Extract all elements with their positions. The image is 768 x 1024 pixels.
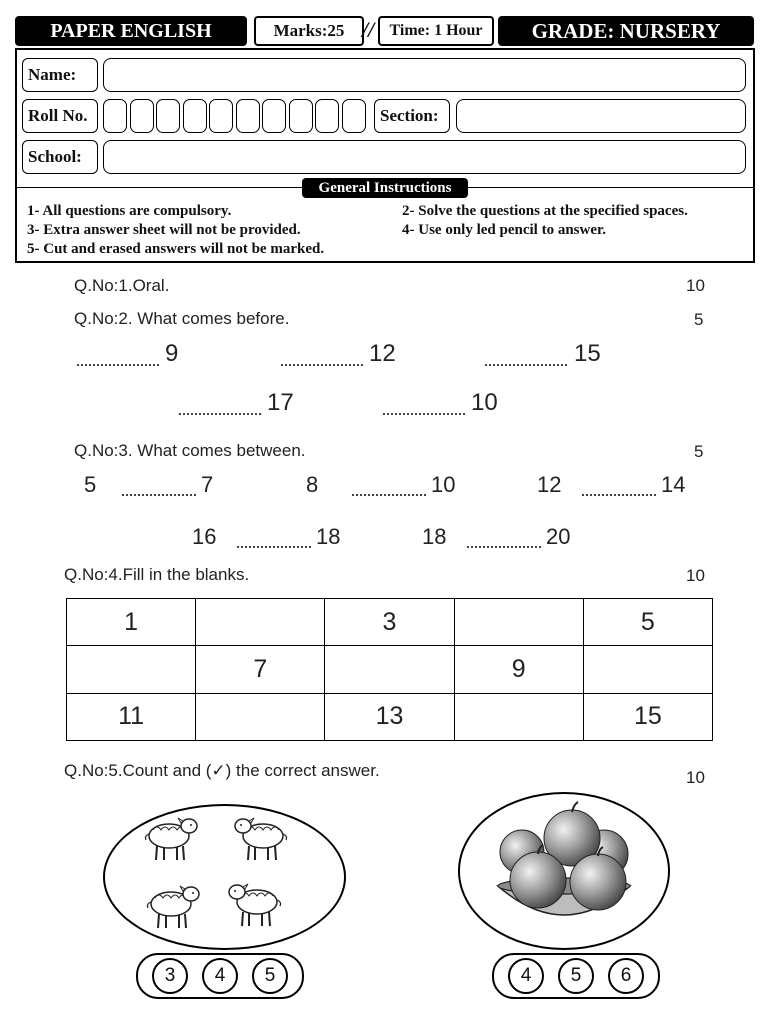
grid-blank-cell[interactable] xyxy=(454,693,583,740)
number-grid xyxy=(66,598,713,741)
grid-cell: 7 xyxy=(196,646,325,693)
before-number: 17 xyxy=(267,389,294,416)
answer-blank[interactable] xyxy=(467,546,541,548)
answer-blank[interactable] xyxy=(281,364,363,366)
before-number: 10 xyxy=(471,389,498,416)
question-1-title: Q.No:1.Oral. xyxy=(74,276,170,295)
before-number: 9 xyxy=(165,340,179,367)
question-1-marks: 10 xyxy=(686,276,705,295)
answer-option[interactable]: 6 xyxy=(608,958,644,994)
roll-cell[interactable] xyxy=(289,99,313,133)
between-end: 10 xyxy=(431,472,456,497)
name-field[interactable] xyxy=(103,58,746,92)
apple-icon xyxy=(570,854,626,910)
sheep-options xyxy=(136,953,304,999)
between-start: 12 xyxy=(537,472,562,497)
instructions-title: General Instructions xyxy=(302,178,468,198)
roll-cell[interactable] xyxy=(262,99,286,133)
roll-cell[interactable] xyxy=(209,99,233,133)
roll-cell[interactable] xyxy=(130,99,154,133)
check-mark-icon: ✓ xyxy=(211,761,226,780)
answer-blank[interactable] xyxy=(122,494,196,496)
between-start: 16 xyxy=(192,524,217,549)
school-field[interactable] xyxy=(103,140,746,174)
apple-options xyxy=(492,953,660,999)
grade-title: GRADE: NURSERY xyxy=(498,16,754,46)
instruction-item: 4- Use only led pencil to answer. xyxy=(402,222,607,238)
roll-cell[interactable] xyxy=(183,99,207,133)
roll-cell[interactable] xyxy=(156,99,180,133)
sheep-icon xyxy=(147,886,199,928)
question-2-marks: 5 xyxy=(694,310,704,329)
marks-label: Marks:25 xyxy=(254,16,364,46)
grid-cell: 1 xyxy=(67,599,196,646)
section-field[interactable] xyxy=(456,99,746,133)
grid-blank-cell[interactable] xyxy=(454,599,583,646)
separator-slashes: // xyxy=(362,17,375,42)
between-start: 18 xyxy=(422,524,447,549)
sheep-icon xyxy=(235,818,287,860)
before-number: 12 xyxy=(369,340,396,367)
between-end: 7 xyxy=(201,472,214,497)
sheep-icon xyxy=(229,884,281,926)
apple-icon xyxy=(510,852,566,908)
answer-option[interactable]: 5 xyxy=(558,958,594,994)
answer-blank[interactable] xyxy=(352,494,426,496)
roll-cell[interactable] xyxy=(236,99,260,133)
grid-blank-cell[interactable] xyxy=(583,646,712,693)
roll-number-cells xyxy=(103,99,366,133)
question-5-marks: 10 xyxy=(686,768,705,787)
answer-option[interactable]: 4 xyxy=(202,958,238,994)
between-start: 8 xyxy=(306,472,319,497)
grid-cell: 11 xyxy=(67,693,196,740)
roll-cell[interactable] xyxy=(315,99,339,133)
roll-label: Roll No. xyxy=(22,99,98,133)
school-label: School: xyxy=(22,140,98,174)
question-3-marks: 5 xyxy=(694,442,704,461)
instruction-item: 3- Extra answer sheet will not be provided. xyxy=(27,222,301,238)
answer-blank[interactable] xyxy=(582,494,656,496)
instruction-item: 1- All questions are compulsory. xyxy=(27,203,232,219)
grid-blank-cell[interactable] xyxy=(196,599,325,646)
answer-blank[interactable] xyxy=(77,364,159,366)
grid-cell: 15 xyxy=(583,693,712,740)
answer-blank[interactable] xyxy=(237,546,311,548)
roll-cell[interactable] xyxy=(103,99,127,133)
name-label: Name: xyxy=(22,58,98,92)
grid-cell: 5 xyxy=(583,599,712,646)
question-5-title: Q.No:5.Count and (✓) the correct answer. xyxy=(64,761,380,780)
between-start: 5 xyxy=(84,472,97,497)
question-4-title: Q.No:4.Fill in the blanks. xyxy=(64,565,250,584)
grid-cell: 9 xyxy=(454,646,583,693)
grid-blank-cell[interactable] xyxy=(325,646,454,693)
answer-option[interactable]: 5 xyxy=(252,958,288,994)
apple-plate xyxy=(458,792,670,950)
grid-cell: 3 xyxy=(325,599,454,646)
paper-title: PAPER ENGLISH xyxy=(15,16,247,46)
roll-cell[interactable] xyxy=(342,99,366,133)
section-label: Section: xyxy=(374,99,450,133)
between-end: 20 xyxy=(546,524,571,549)
sheep-illustration xyxy=(105,806,344,948)
instruction-item: 2- Solve the questions at the specified spaces. xyxy=(402,203,688,219)
grid-cell: 13 xyxy=(325,693,454,740)
question-3-title: Q.No:3. What comes between. xyxy=(74,441,306,460)
between-end: 18 xyxy=(316,524,341,549)
answer-blank[interactable] xyxy=(383,413,465,415)
question-2-title: Q.No:2. What comes before. xyxy=(74,309,290,328)
between-end: 14 xyxy=(661,472,686,497)
instruction-item: 5- Cut and erased answers will not be marked. xyxy=(27,241,325,257)
time-label: Time: 1 Hour xyxy=(378,16,494,46)
sheep-icon xyxy=(145,818,197,860)
answer-blank[interactable] xyxy=(485,364,567,366)
answer-blank[interactable] xyxy=(179,413,261,415)
question-4-marks: 10 xyxy=(686,566,705,585)
sheep-plate xyxy=(103,804,346,950)
answer-option[interactable]: 3 xyxy=(152,958,188,994)
before-number: 15 xyxy=(574,340,601,367)
grid-blank-cell[interactable] xyxy=(196,693,325,740)
apple-bowl-illustration xyxy=(460,794,668,948)
grid-blank-cell[interactable] xyxy=(67,646,196,693)
answer-option[interactable]: 4 xyxy=(508,958,544,994)
